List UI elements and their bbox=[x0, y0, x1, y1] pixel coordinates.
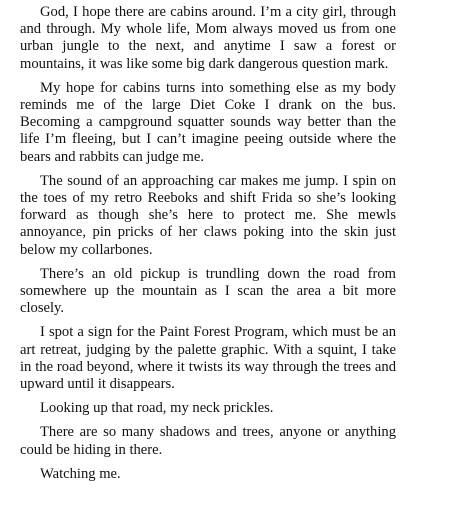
paragraph-2: My hope for cabins turns into something else as my body reminds me of the large Diet Coke I drank on the bus. Becoming a campground squatter sounds way better than the life I’m fleeing, but I can’t imagine peeing outside where the bears and rabbits can judge me. bbox=[20, 79, 396, 165]
paragraph-6: Looking up that road, my neck prickles. bbox=[40, 400, 274, 417]
paragraph-4: There’s an old pickup is trundling down the road from somewhere up the mountain as I scan the area a bit more closely. bbox=[20, 265, 396, 317]
paragraph-1: God, I hope there are cabins around. I’m a city girl, through and through. My whole life, Mom always moved us from one urban jungle to the next, and anytime I saw a forest or mountains, it was like some big dark dangerous question mark. bbox=[20, 4, 396, 72]
paragraph-8: Watching me. bbox=[40, 465, 121, 482]
paragraph-5: I spot a sign for the Paint Forest Program, which must be an art retreat, judging by the palette graphic. With a squint, I take in the road beyond, where it twists its way through the trees and upward until it disappears. bbox=[20, 324, 396, 393]
paragraph-7: There are so many shadows and trees, anyone or anything could be hiding in there. bbox=[20, 424, 396, 458]
paragraph-3: The sound of an approaching car makes me jump. I spin on the toes of my retro Reeboks and shift Frida so she’s looking forward as though she’s here to protect me. She mewls annoyance, pin pricks of her claws poking into the skin just below my collarbones. bbox=[20, 172, 396, 258]
